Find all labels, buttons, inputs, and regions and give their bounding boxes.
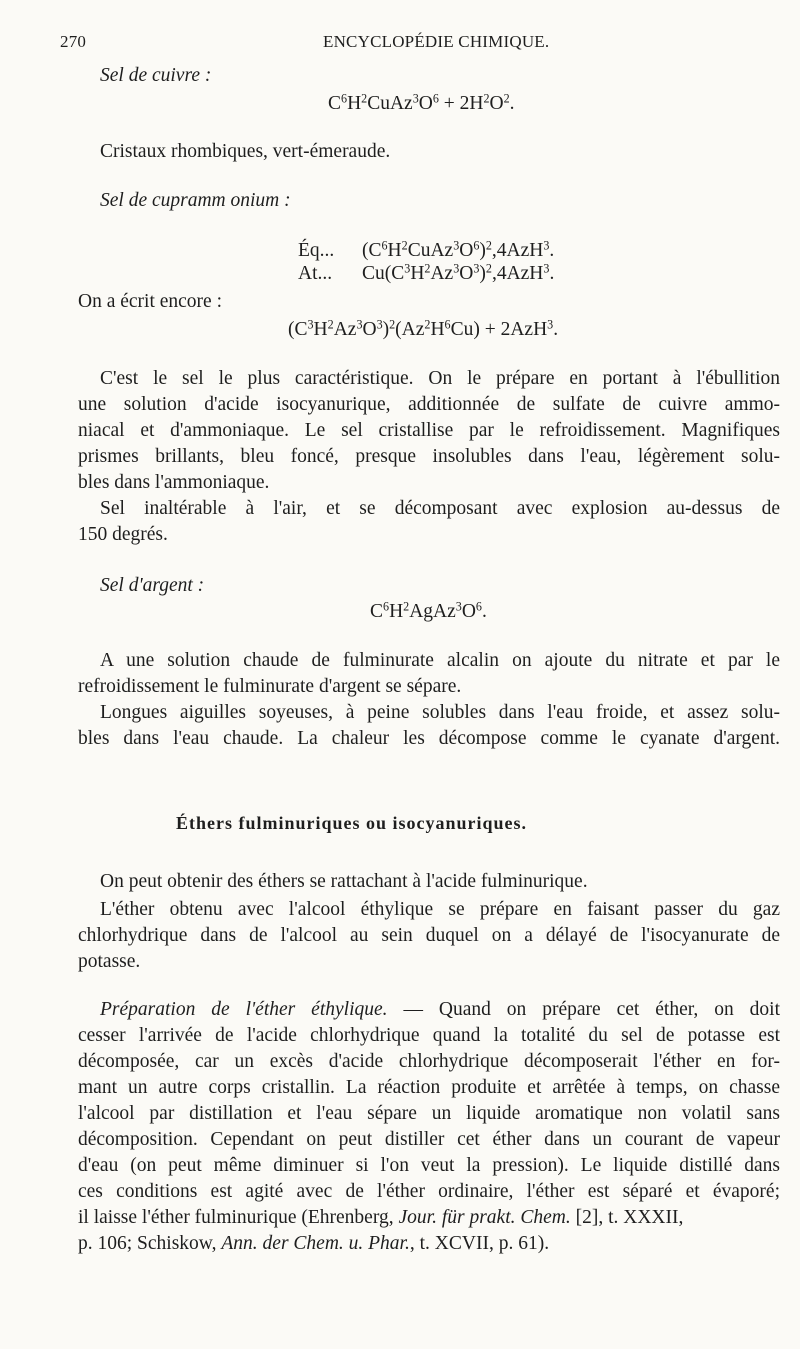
label-at: At... <box>298 263 333 284</box>
p7-line-2: cesser l'arrivée de l'acide chlorhydrique quand la totalité du sel de potasse est <box>78 1025 780 1046</box>
p6-line-3: potasse. <box>78 951 141 972</box>
formula-sel-de-cuivre: $C^6H^2CuAz^3O^6 + 2H^2O^2$. <box>328 91 515 114</box>
formula-alt: $(C^3H^2Az^3O^3)^2(Az^2H^6Cu) + 2AzH^3$. <box>288 317 559 340</box>
p7-line-6: décomposition. Cependant on peut distiller cet éther dans un courant de vapeur <box>78 1129 780 1150</box>
p2-line-2: 150 degrés. <box>78 524 168 545</box>
p6-line-2: chlorhydrique dans de l'alcool au sein duquel on a délayé de l'isocyanurate de <box>78 925 780 946</box>
p7-line-1-rest: — Quand on prépare cet éther, on doit <box>387 999 780 1020</box>
p1-line-3: niacal et d'ammoniaque. Le sel cristallise par le refroidissement. Magnifiques <box>78 420 780 441</box>
p7-line-9-c: [2], t. XXXII, <box>570 1207 684 1228</box>
formula-at: $Cu(C^3H^2Az^3O^3)^2,4AzH^3$. <box>362 261 555 284</box>
running-title: ENCYCLOPÉDIE CHIMIQUE. <box>323 32 550 51</box>
page-number: 270 <box>60 32 87 51</box>
heading-sel-d-argent: Sel d'argent : <box>100 575 205 596</box>
p2-line-1: Sel inaltérable à l'air, et se décomposant avec explosion au-dessus de <box>100 498 780 519</box>
p7-line-10-c: , t. XCVII, p. 61). <box>409 1233 550 1254</box>
p7-line-7: d'eau (on peut même diminuer si l'on veut la pression). Le liquide distillé dans <box>78 1155 780 1176</box>
p4-line-1: Longues aiguilles soyeuses, à peine solubles dans l'eau froide, et assez solu- <box>100 702 780 723</box>
p7-line-10-a: p. 106; Schiskow, <box>78 1233 222 1254</box>
label-eq: Éq... <box>298 240 335 261</box>
p7-line-9-a: il laisse l'éther fulminurique (Ehrenberg, <box>78 1207 399 1228</box>
p1-line-4: prismes brillants, bleu foncé, presque insolubles dans l'eau, légèrement solu- <box>78 446 780 467</box>
section-heading-ethers: Éthers fulminuriques ou isocyanuriques. <box>176 813 528 833</box>
p7-line-5: l'alcool par distillation et l'eau sépare un liquide aromatique non volatil sans <box>78 1103 780 1124</box>
heading-sel-de-cuivre: Sel de cuivre : <box>100 65 212 86</box>
p3-line-2: refroidissement le fulminurate d'argent se sépare. <box>78 676 462 697</box>
text-cristaux: Cristaux rhombiques, vert-émeraude. <box>100 141 391 162</box>
p1-line-1: C'est le sel le plus caractéristique. On le prépare en portant à l'ébullition <box>100 368 780 389</box>
text-on-a-ecrit: On a écrit encore : <box>78 291 223 312</box>
heading-sel-de-cupram: Sel de cupramm onium : <box>100 190 291 211</box>
p7-italic-lead: Préparation de l'éther éthylique. <box>100 999 388 1020</box>
p1-line-2: une solution d'acide isocyanurique, additionnée de sulfate de cuivre ammo- <box>78 394 780 415</box>
p3-line-1: A une solution chaude de fulminurate alcalin on ajoute du nitrate et par le <box>100 650 780 671</box>
p7-line-4: mant un autre corps cristallin. La réaction produite et arrêtée à temps, on chasse <box>78 1077 780 1098</box>
p1-line-5: bles dans l'ammoniaque. <box>78 472 270 493</box>
citation-journal-2: Ann. der Chem. u. Phar. <box>221 1233 410 1254</box>
formula-eq: $(C^6H^2CuAz^3O^6)^2,4AzH^3$. <box>362 238 555 261</box>
citation-journal-1: Jour. für prakt. Chem. <box>398 1207 571 1228</box>
p7-line-9 <box>78 1208 683 1228</box>
formula-sel-d-argent: $C^6H^2AgAz^3O^6$. <box>370 599 487 622</box>
p7-line-8: ces conditions est agité avec de l'éther ordinaire, l'éther est séparé et évaporé; <box>78 1181 780 1202</box>
p7-line-3: décomposée, car un excès d'acide chlorhydrique décomposerait l'éther en for- <box>78 1051 780 1072</box>
p7-line-10 <box>78 1234 549 1254</box>
p6-line-1: L'éther obtenu avec l'alcool éthylique se prépare en faisant passer du gaz <box>100 899 780 920</box>
p4-line-2: bles dans l'eau chaude. La chaleur les décompose comme le cyanate d'argent. <box>78 728 780 749</box>
p7-line-1 <box>100 1000 780 1020</box>
p5-line-1: On peut obtenir des éthers se rattachant à l'acide fulminurique. <box>100 871 588 892</box>
